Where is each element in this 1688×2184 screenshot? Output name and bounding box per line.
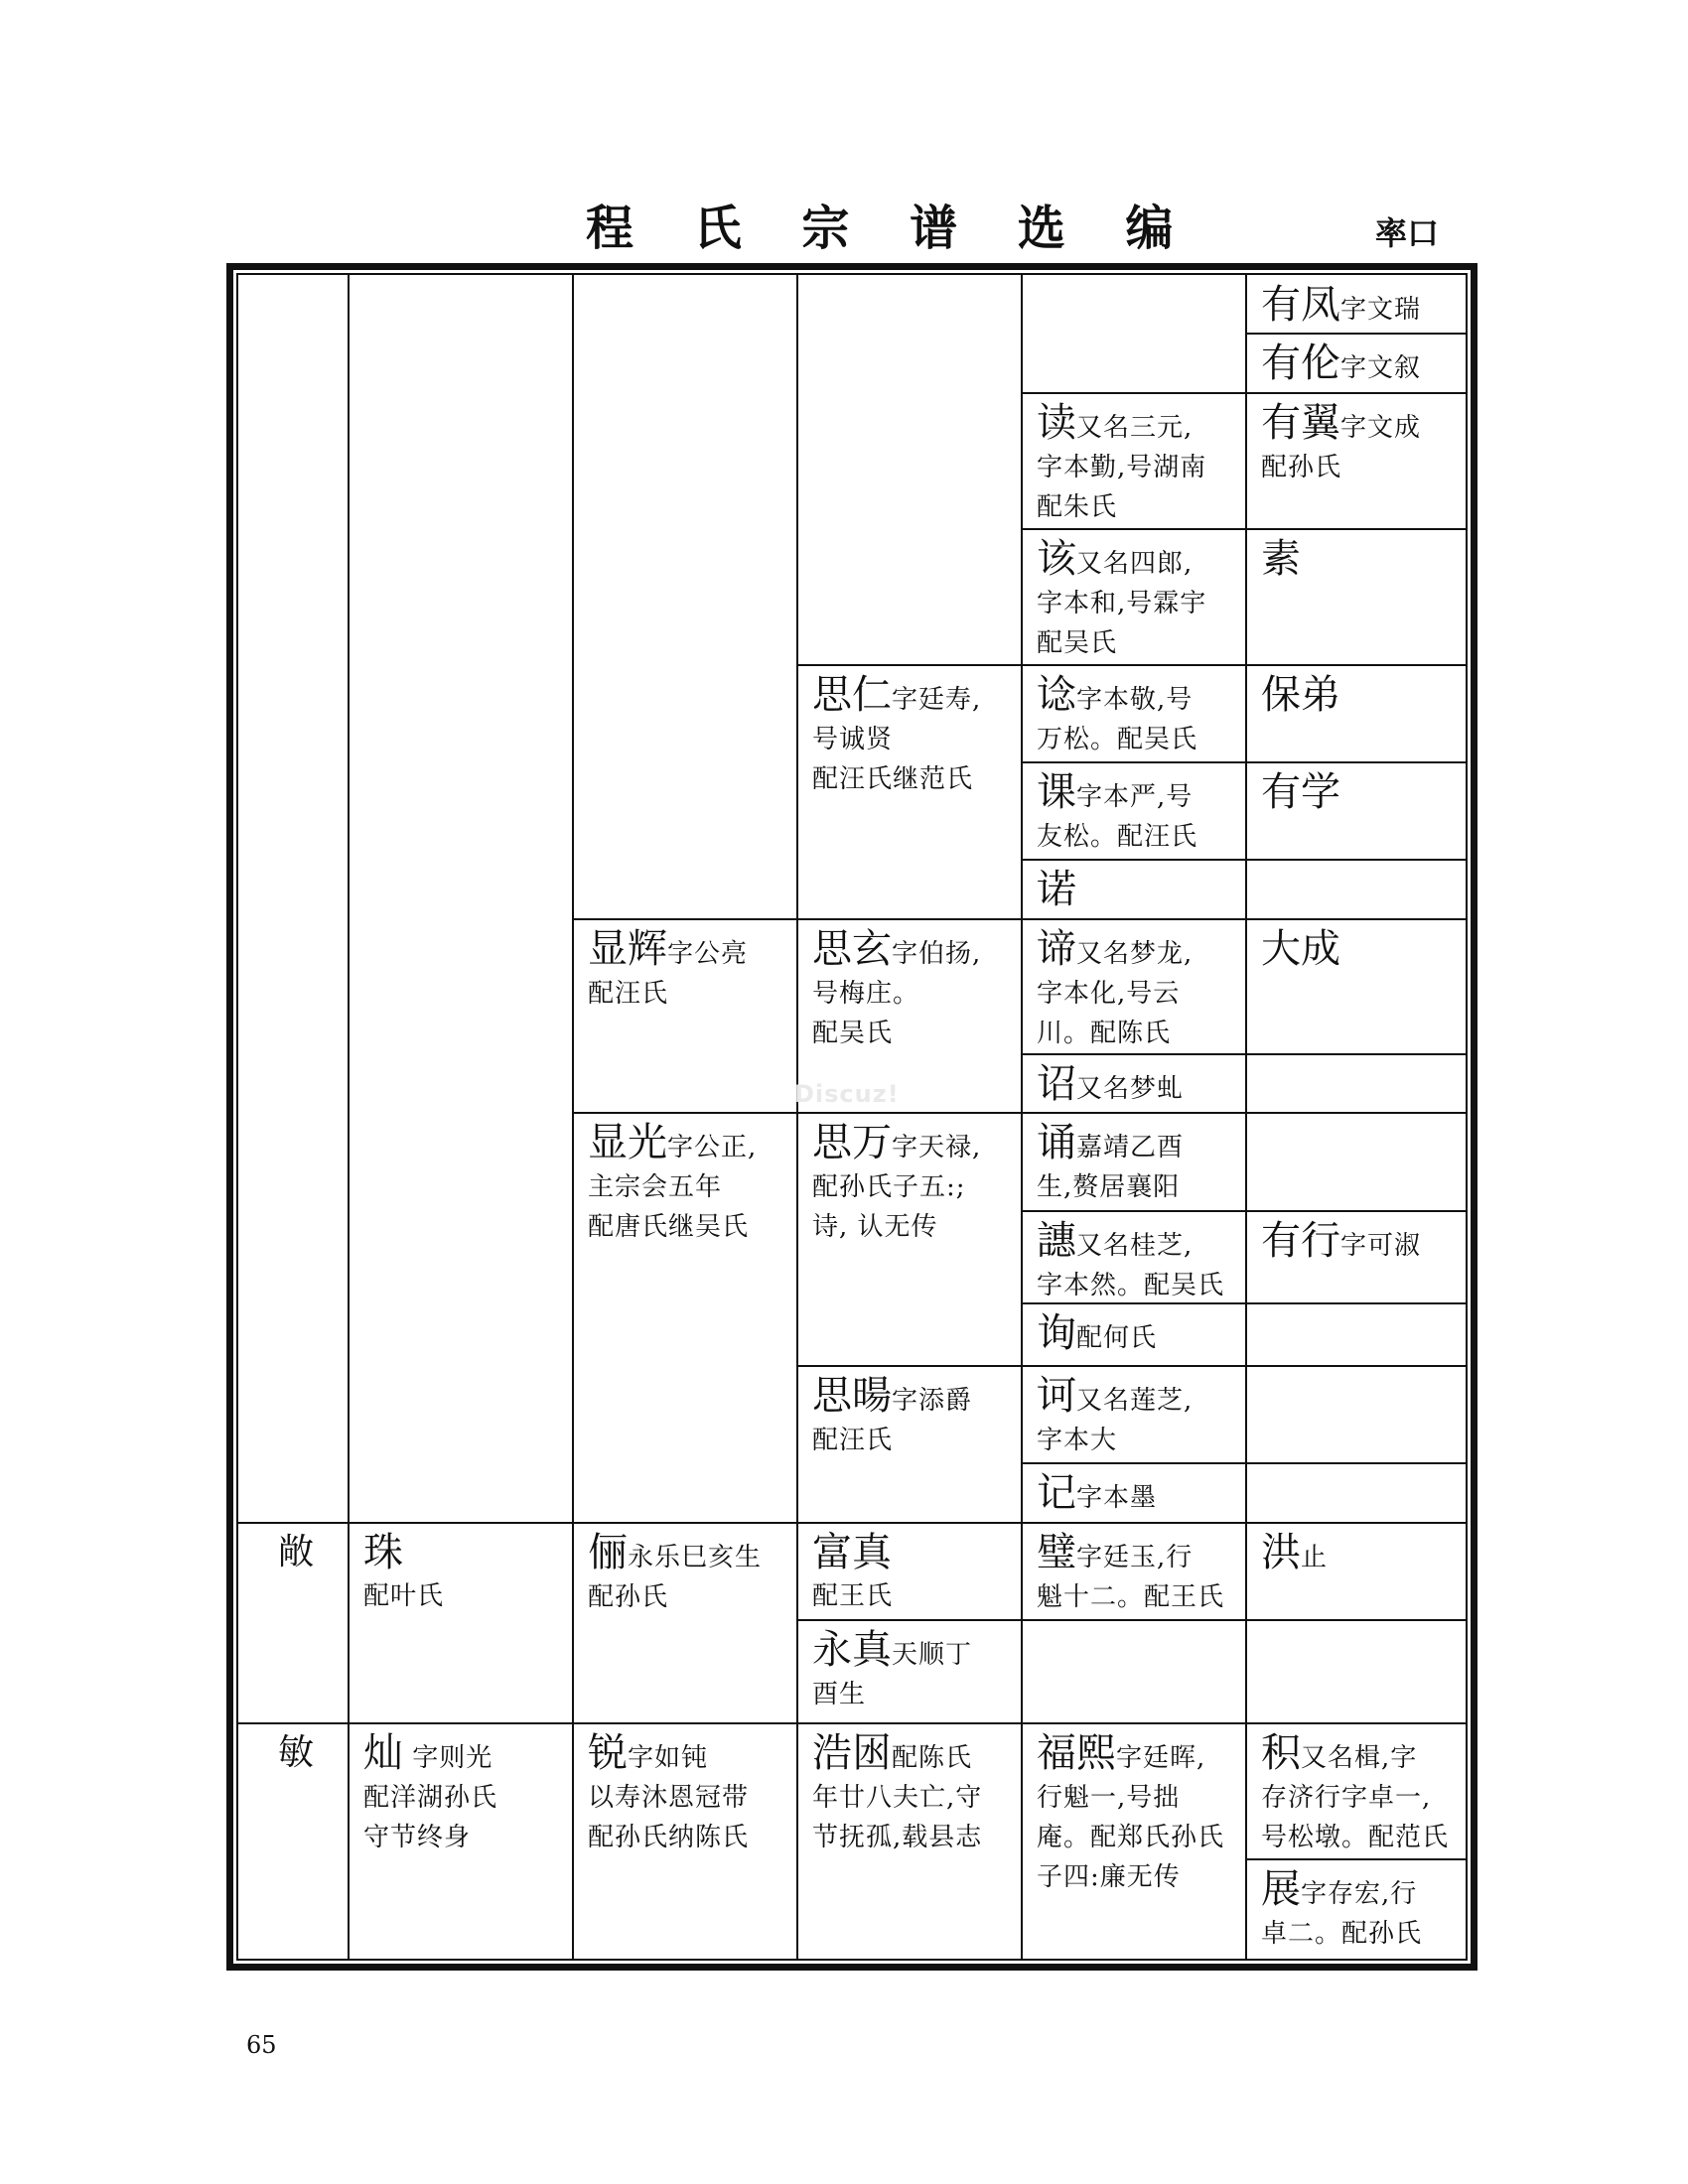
entry-name: 读 bbox=[1037, 400, 1076, 446]
entry-name: 素 bbox=[1261, 536, 1301, 582]
entry-du bbox=[1023, 395, 1243, 527]
entry-line: 行魁一,号拙 bbox=[1037, 1783, 1181, 1813]
entry-line: 配吴氏 bbox=[812, 1019, 894, 1048]
entry-line: 万松。配吴氏 bbox=[1037, 725, 1198, 754]
entry-note: 字本严,号 bbox=[1076, 782, 1194, 812]
row-divider bbox=[1245, 333, 1466, 335]
entry-name: 譓 bbox=[1037, 1218, 1076, 1264]
entry-name: 显辉 bbox=[588, 926, 667, 972]
entry-line: 字本然。配吴氏 bbox=[1037, 1271, 1225, 1300]
entry-name: 询 bbox=[1037, 1310, 1076, 1356]
entry-ke bbox=[1023, 764, 1243, 857]
row-divider bbox=[572, 918, 1466, 920]
entry-name: 保弟 bbox=[1261, 672, 1340, 718]
entry-yongzhen bbox=[798, 1622, 1019, 1714]
entry-rui bbox=[574, 1725, 794, 1857]
entry-line: 以寿沐恩冠带 bbox=[588, 1783, 750, 1813]
entry-line: 配朱氏 bbox=[1037, 492, 1118, 522]
entry-name: 敞 bbox=[278, 1532, 315, 1572]
entry-line: 诗, 认无传 bbox=[812, 1212, 938, 1242]
entry-name: 积 bbox=[1261, 1730, 1301, 1776]
entry-jiji bbox=[1247, 1725, 1468, 1857]
entry-li bbox=[574, 1525, 794, 1617]
entry-siren bbox=[798, 667, 1019, 799]
entry-line: 配孙氏 bbox=[1261, 453, 1342, 482]
entry-note: 字文成 bbox=[1340, 413, 1422, 443]
entry-line: 配汪氏 bbox=[588, 979, 669, 1009]
entry-youfeng bbox=[1247, 277, 1468, 330]
entry-line: 年廿八夫亡,守 bbox=[812, 1783, 983, 1813]
row-divider bbox=[238, 1722, 1466, 1724]
entry-name: 有伦 bbox=[1261, 341, 1340, 386]
entry-line: 守节终身 bbox=[363, 1823, 472, 1852]
page-number: 65 bbox=[246, 2031, 277, 2059]
entry-line: 友松。配汪氏 bbox=[1037, 822, 1198, 852]
row-divider bbox=[1021, 392, 1466, 394]
entry-name: 洪 bbox=[1261, 1530, 1301, 1575]
entry-note: 又名梦龙, bbox=[1076, 939, 1194, 969]
entry-note: 止 bbox=[1301, 1543, 1329, 1572]
entry-name: 思玄 bbox=[812, 926, 892, 972]
entry-line: 配孙氏 bbox=[588, 1582, 669, 1612]
entry-xianguang bbox=[574, 1115, 794, 1247]
entry-he bbox=[1023, 1368, 1243, 1460]
entry-song bbox=[1023, 1115, 1243, 1207]
entry-line: 主宗会五年 bbox=[588, 1172, 723, 1202]
column-divider bbox=[348, 275, 350, 1959]
entry-nuo bbox=[1023, 862, 1243, 913]
entry-note: 字可淑 bbox=[1340, 1231, 1422, 1261]
entry-hong bbox=[1247, 1525, 1468, 1577]
entry-name: 灿 bbox=[363, 1730, 403, 1776]
entry-line: 配洋湖孙氏 bbox=[363, 1783, 498, 1813]
entry-name: 谂 bbox=[1037, 672, 1076, 718]
entry-note: 字公亮 bbox=[667, 939, 749, 969]
entry-note: 字本敬,号 bbox=[1076, 685, 1194, 715]
entry-note: 字文叙 bbox=[1340, 353, 1422, 383]
entry-note: 字廷玉,行 bbox=[1076, 1543, 1194, 1572]
entry-note: 字公正, bbox=[667, 1133, 758, 1162]
entry-name: 谛 bbox=[1037, 926, 1076, 972]
entry-name: 课 bbox=[1037, 769, 1076, 815]
entry-ji bbox=[1023, 1465, 1243, 1518]
row-divider bbox=[238, 1522, 1466, 1524]
entry-note: 字文瑞 bbox=[1340, 295, 1422, 325]
entry-note: 字如钝 bbox=[628, 1743, 709, 1773]
page-title: 程 氏 宗 谱 选 编 bbox=[586, 201, 1196, 256]
entry-bi bbox=[1023, 1525, 1243, 1617]
entry-note: 永乐巳亥生 bbox=[628, 1543, 763, 1572]
entry-baodi bbox=[1247, 667, 1468, 719]
page-place-label: 率口 bbox=[1375, 214, 1440, 252]
entry-name: 有学 bbox=[1261, 769, 1340, 815]
entry-note: 又名四郎, bbox=[1076, 549, 1194, 579]
entry-line: 卓二。配孙氏 bbox=[1261, 1919, 1423, 1949]
entry-note: 又名莲芝, bbox=[1076, 1386, 1194, 1416]
row-divider bbox=[796, 664, 1466, 666]
entry-line: 配孙氏子五:; bbox=[812, 1172, 966, 1202]
watermark-text: Discuz! bbox=[794, 1080, 900, 1108]
row-divider bbox=[1021, 761, 1466, 763]
entry-name: 大成 bbox=[1261, 926, 1340, 972]
entry-name: 有翼 bbox=[1261, 400, 1340, 446]
entry-name: 俪 bbox=[588, 1530, 628, 1575]
entry-note: 嘉靖乙酉 bbox=[1076, 1133, 1185, 1162]
row-divider bbox=[572, 1112, 1466, 1114]
entry-su bbox=[1247, 531, 1468, 583]
entry-name: 敏 bbox=[278, 1732, 315, 1773]
entry-name: 记 bbox=[1037, 1470, 1076, 1516]
entry-youxue bbox=[1247, 764, 1468, 816]
entry-name: 展 bbox=[1261, 1866, 1301, 1912]
entry-line: 字本化,号云 bbox=[1037, 979, 1181, 1009]
entry-note: 又名三元, bbox=[1076, 413, 1194, 443]
entry-youyi bbox=[1247, 395, 1468, 487]
entry-chang bbox=[238, 1525, 348, 1576]
entry-note: 又名梦虬 bbox=[1076, 1074, 1185, 1104]
entry-name: 诺 bbox=[1037, 867, 1076, 912]
entry-name: 诃 bbox=[1037, 1373, 1076, 1419]
entry-di bbox=[1023, 921, 1243, 1053]
entry-line: 魁十二。配王氏 bbox=[1037, 1582, 1225, 1612]
entry-note: 又名楫,字 bbox=[1301, 1743, 1418, 1773]
entry-hui bbox=[1023, 1213, 1243, 1305]
entry-zhu bbox=[350, 1525, 570, 1616]
entry-siwan bbox=[798, 1115, 1019, 1247]
entry-line: 字本和,号霖宇 bbox=[1037, 589, 1207, 618]
entry-line: 节抚孤,载县志 bbox=[812, 1823, 983, 1852]
row-divider bbox=[1021, 1462, 1466, 1464]
entry-name: 富真 bbox=[812, 1530, 892, 1575]
entry-note: 天顺丁 bbox=[892, 1640, 973, 1670]
entry-name: 显光 bbox=[588, 1120, 667, 1165]
entry-note: 字存宏,行 bbox=[1301, 1879, 1418, 1909]
entry-line: 配叶氏 bbox=[363, 1581, 445, 1611]
entry-line: 生,赘居襄阳 bbox=[1037, 1172, 1181, 1202]
entry-name: 思万 bbox=[812, 1120, 892, 1165]
entry-dacheng bbox=[1247, 921, 1468, 973]
entry-name: 珠 bbox=[363, 1530, 403, 1575]
entry-note: 字廷寿, bbox=[892, 685, 982, 715]
entry-fuzhen bbox=[798, 1525, 1019, 1616]
entry-min bbox=[238, 1725, 348, 1777]
entry-line: 子四:廉无传 bbox=[1037, 1862, 1181, 1892]
row-divider bbox=[1245, 1858, 1466, 1860]
entry-name: 有行 bbox=[1261, 1218, 1340, 1264]
entry-line: 字本大 bbox=[1037, 1426, 1118, 1455]
row-divider bbox=[1021, 859, 1466, 861]
entry-sixuan bbox=[798, 921, 1019, 1053]
entry-note: 又名桂芝, bbox=[1076, 1231, 1194, 1261]
entry-line: 配唐氏继吴氏 bbox=[588, 1212, 750, 1242]
entry-siyang bbox=[798, 1368, 1019, 1460]
entry-name: 有凤 bbox=[1261, 282, 1340, 328]
entry-line: 配汪氏 bbox=[812, 1426, 894, 1455]
entry-haoyin bbox=[798, 1725, 1019, 1857]
genealogy-table bbox=[236, 273, 1468, 1961]
entry-line: 配孙氏纳陈氏 bbox=[588, 1823, 750, 1852]
entry-note: 字天禄, bbox=[892, 1133, 982, 1162]
entry-line: 号梅庄。 bbox=[812, 979, 920, 1009]
entry-line: 配汪氏继范氏 bbox=[812, 764, 974, 794]
entry-name: 璧 bbox=[1037, 1530, 1076, 1575]
entry-youxing bbox=[1247, 1213, 1468, 1266]
entry-note: 字本墨 bbox=[1076, 1483, 1158, 1513]
row-divider bbox=[796, 1619, 1466, 1621]
entry-name: 该 bbox=[1037, 536, 1076, 582]
entry-gai bbox=[1023, 531, 1243, 663]
entry-xun bbox=[1023, 1305, 1243, 1358]
row-divider bbox=[1021, 528, 1466, 530]
entry-nian bbox=[1023, 667, 1243, 759]
entry-zhan bbox=[1247, 1861, 1468, 1954]
entry-note: 字则光 bbox=[403, 1743, 493, 1773]
entry-line: 号诚贤 bbox=[812, 725, 894, 754]
entry-name: 思暘 bbox=[812, 1373, 892, 1419]
entry-name: 福熙 bbox=[1037, 1730, 1116, 1776]
entry-name: 思仁 bbox=[812, 672, 892, 718]
entry-fuxi bbox=[1023, 1725, 1243, 1897]
entry-line: 庵。配郑氏孙氏 bbox=[1037, 1823, 1225, 1852]
entry-note: 字伯扬, bbox=[892, 939, 982, 969]
genealogy-table-frame bbox=[226, 263, 1477, 1971]
entry-name: 诵 bbox=[1037, 1120, 1076, 1165]
entry-line: 配吴氏 bbox=[1037, 628, 1118, 658]
entry-note: 字添爵 bbox=[892, 1386, 973, 1416]
entry-name: 永真 bbox=[812, 1627, 892, 1673]
row-divider bbox=[796, 1365, 1466, 1367]
row-divider bbox=[1021, 1053, 1466, 1055]
entry-name: 诏 bbox=[1037, 1061, 1076, 1107]
entry-line: 号松墩。配范氏 bbox=[1261, 1823, 1450, 1852]
entry-name: 锐 bbox=[588, 1730, 628, 1776]
entry-line: 川。配陈氏 bbox=[1037, 1019, 1172, 1048]
row-divider bbox=[1021, 1210, 1466, 1212]
entry-line: 酉生 bbox=[812, 1680, 867, 1709]
entry-xianhui bbox=[574, 921, 794, 1014]
entry-line: 存济行字卓一, bbox=[1261, 1783, 1432, 1813]
entry-zhao bbox=[1023, 1056, 1243, 1109]
entry-note: 配何氏 bbox=[1076, 1323, 1158, 1353]
entry-can bbox=[350, 1725, 570, 1857]
entry-line: 字本勤,号湖南 bbox=[1037, 453, 1207, 482]
entry-youlun bbox=[1247, 336, 1468, 388]
entry-name: 浩囦 bbox=[812, 1730, 892, 1776]
entry-note: 字廷晖, bbox=[1116, 1743, 1206, 1773]
entry-line: 配王氏 bbox=[812, 1581, 894, 1611]
entry-note: 配陈氏 bbox=[892, 1743, 973, 1773]
